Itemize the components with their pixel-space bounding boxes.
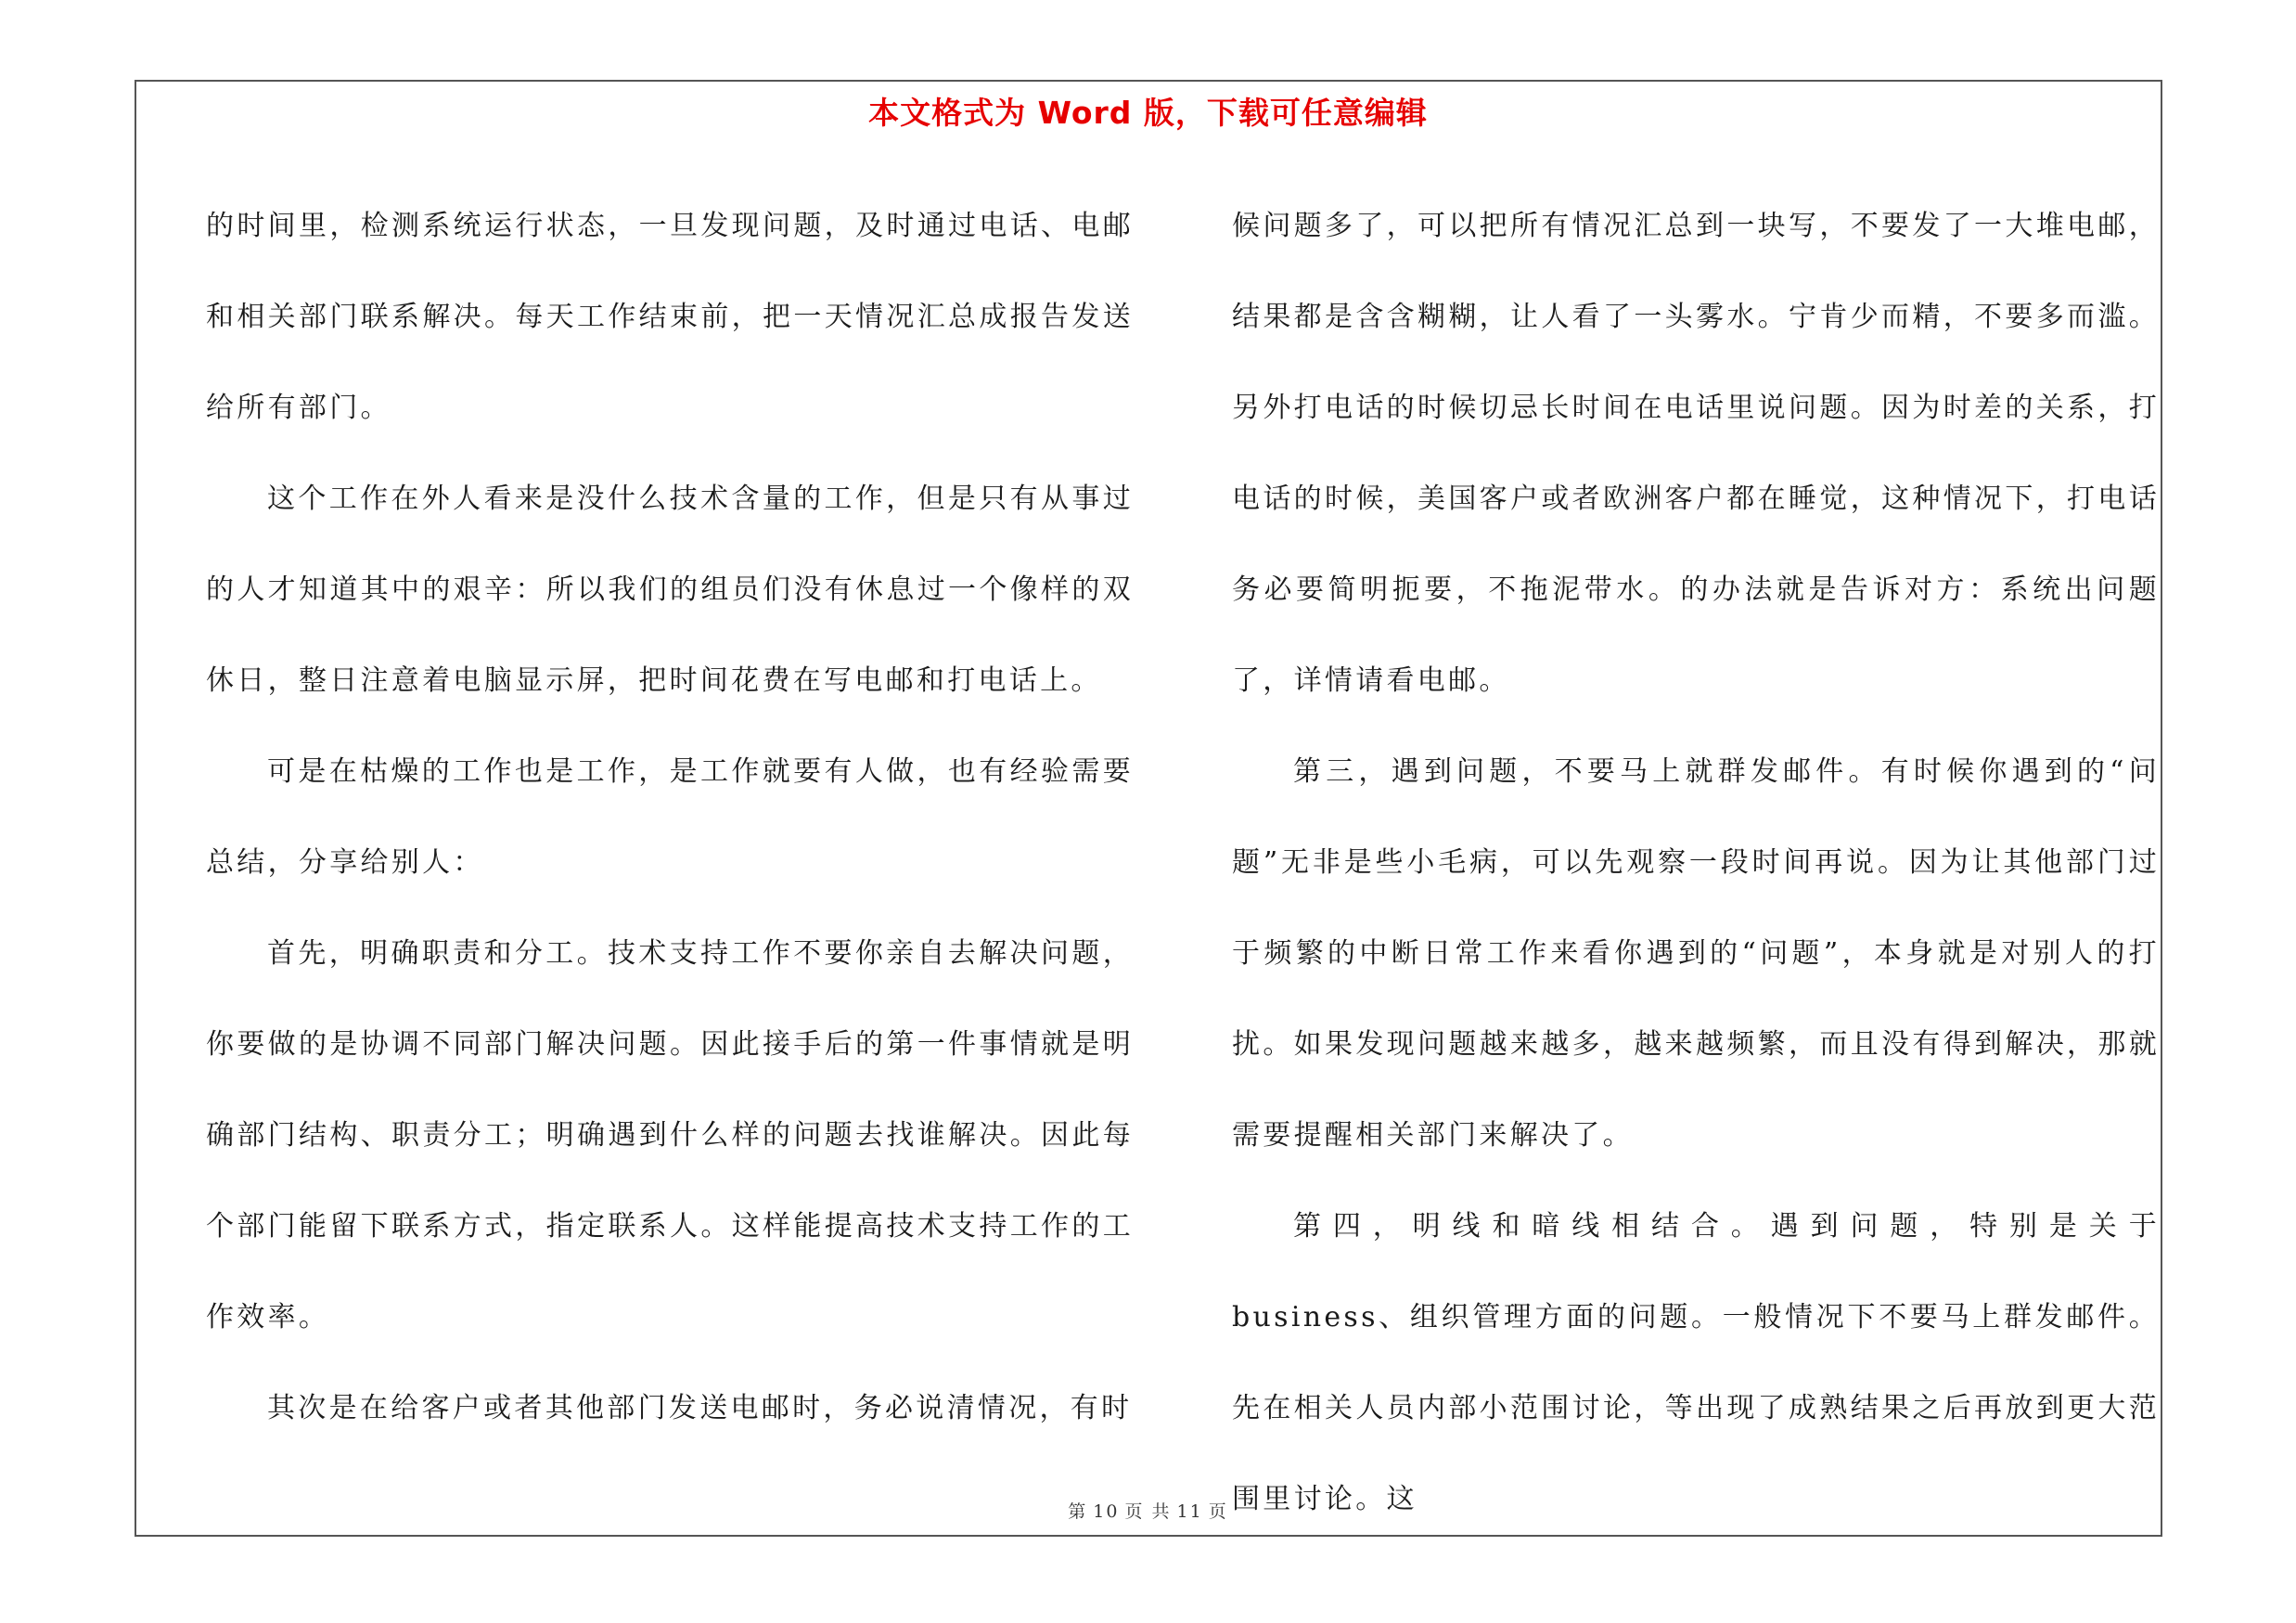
paragraph: 第三，遇到问题，不要马上就群发邮件。有时候你遇到的“问题”无非是些小毛病，可以先观察一段时间再说。因为让其他部门过于频繁的中断日常工作来看你遇到的“问题”，本身就是对别人的打扰。如果发现问题越来越多，越来越频繁，而且没有得到解决，那就需要提醒相关部门来解决了。 — [1232, 755, 2160, 1152]
page-footer — [0, 1498, 2296, 1523]
left-text-column — [206, 181, 1134, 1454]
paragraph: 这个工作在外人看来是没什么技术含量的工作，但是只有从事过的人才知道其中的艰辛：所以我们的组员们没有休息过一个像样的双休日，整日注意着电脑显示屏，把时间花费在写电邮和打电话上。 — [206, 483, 1134, 697]
footer-middle: 页 共 — [1124, 1501, 1172, 1522]
paragraph: 第四，明线和暗线相结合。遇到问题，特别是关于 business、组织管理方面的问题。一般情况下不要马上群发邮件。先在相关人员内部小范围讨论，等出现了成熟结果之后再放到更大范围里讨论。这 — [1232, 1210, 2160, 1515]
document-header-title: 本文格式为 Word 版，下载可任意编辑 — [868, 95, 1428, 131]
total-pages-number: 11 — [1176, 1501, 1203, 1522]
footer-prefix: 第 — [1068, 1501, 1088, 1522]
current-page-number: 10 — [1093, 1501, 1120, 1522]
right-text-column — [1232, 181, 2160, 1545]
paragraph: 的时间里，检测系统运行状态，一旦发现问题，及时通过电话、电邮和相关部门联系解决。每天工作结束前，把一天情况汇总成报告发送给所有部门。 — [206, 210, 1134, 424]
paragraph: 可是在枯燥的工作也是工作，是工作就要有人做，也有经验需要总结，分享给别人： — [206, 755, 1134, 879]
paragraph: 首先，明确职责和分工。技术支持工作不要你亲自去解决问题，你要做的是协调不同部门解决问题。因此接手后的第一件事情就是明确部门结构、职责分工；明确遇到什么样的问题去找谁解决。因此每个部门能留下联系方式，指定联系人。这样能提高技术支持工作的工作效率。 — [206, 937, 1134, 1333]
paragraph: 候问题多了，可以把所有情况汇总到一块写，不要发了一大堆电邮，结果都是含含糊糊，让人看了一头雾水。宁肯少而精，不要多而滥。另外打电话的时候切忌长时间在电话里说问题。因为时差的关系，打电话的时候，美国客户或者欧洲客户都在睡觉，这种情况下，打电话务必要简明扼要，不拖泥带水。的办法就是告诉对方：系统出问题了，详情请看电邮。 — [1232, 210, 2160, 697]
paragraph: 其次是在给客户或者其他部门发送电邮时，务必说清情况，有时 — [267, 1392, 1133, 1424]
footer-suffix: 页 — [1208, 1501, 1228, 1522]
